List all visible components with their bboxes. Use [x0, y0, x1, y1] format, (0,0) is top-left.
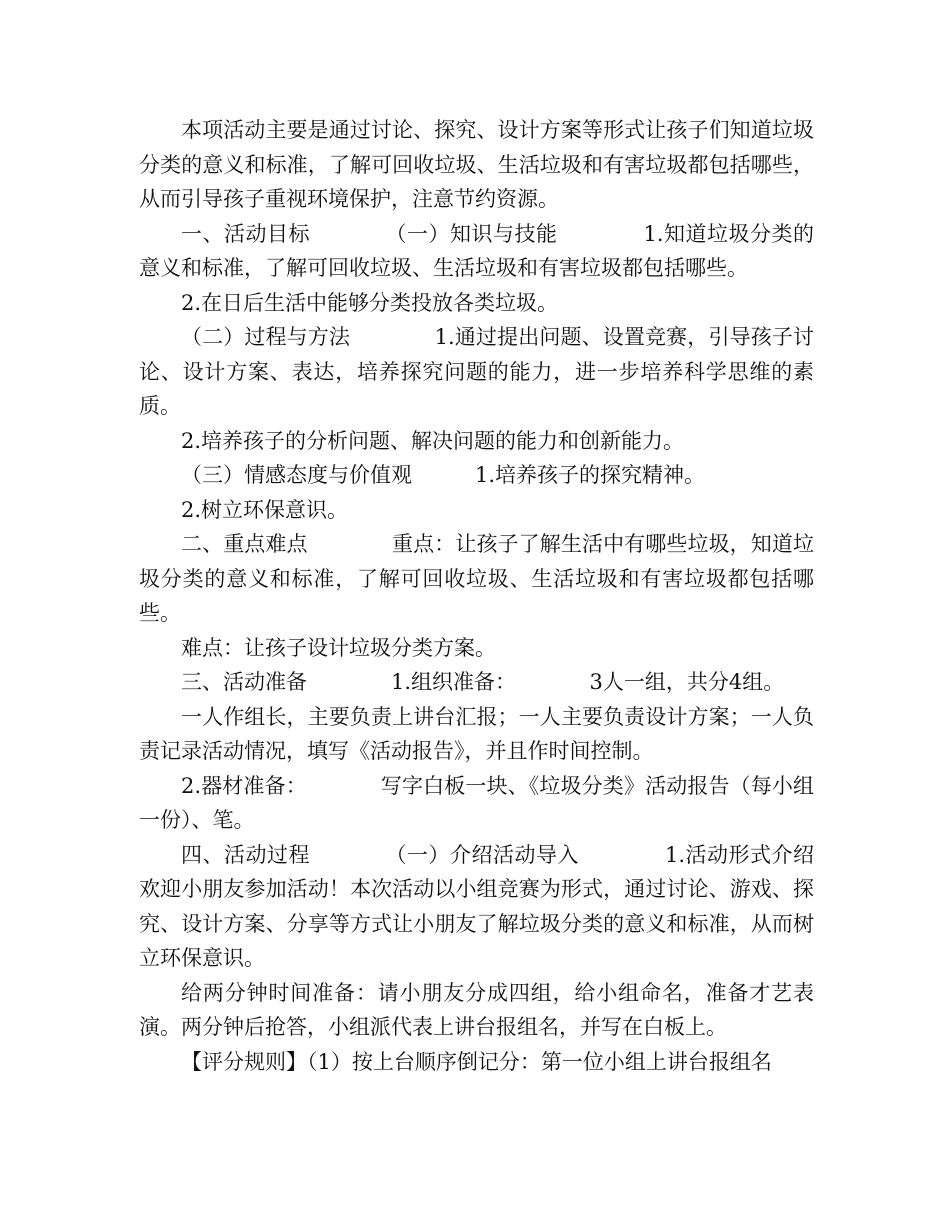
paragraph-process-method: （二）过程与方法 1.通过提出问题、设置竞赛，引导孩子讨论、设计方案、表达，培养探究问题的能力，进一步培养科学思维的素质。: [139, 325, 814, 418]
paragraph-emotion-item-2: 2.树立环保意识。: [181, 497, 349, 522]
paragraph-materials: 2.器材准备： 写字白板一块、《垃圾分类》活动报告（每小组一份）、笔。: [139, 773, 814, 832]
paragraph-key-points: 二、重点难点 重点：让孩子了解生活中有哪些垃圾，知道垃圾分类的意义和标准，了解可回收垃圾、生活垃圾和有害垃圾都包括哪些。: [139, 532, 814, 625]
paragraph-scoring-rules: 【评分规则】（1）按上台顺序倒记分：第一位小组上讲台报组名: [181, 1049, 772, 1074]
paragraph-group-roles: 一人作组长，主要负责上讲台汇报；一人主要负责设计方案；一人负责记录活动情况，填写《活动报告》，并且作时间控制。: [139, 704, 814, 763]
paragraph-emotion-attitude: （三）情感态度与价值观 1.培养孩子的探究精神。: [181, 463, 706, 487]
paragraph-preparation: 三、活动准备 1.组织准备： 3人一组，共分4组。: [181, 670, 785, 694]
paragraph-process-item-2: 2.培养孩子的分析问题、解决问题的能力和创新能力。: [181, 428, 685, 453]
document-body: [139, 113, 814, 1079]
paragraph-intro: 本项活动主要是通过讨论、探究、设计方案等形式让孩子们知道垃圾分类的意义和标准，了解可回收垃圾、生活垃圾和有害垃圾都包括哪些，从而引导孩子重视环境保护，注意节约资源。: [139, 118, 814, 211]
paragraph-goal-item-2: 2.在日后生活中能够分类投放各类垃圾。: [181, 290, 559, 315]
paragraph-difficulty: 难点：让孩子设计垃圾分类方案。: [181, 635, 496, 660]
paragraph-activity-process: 四、活动过程 （一）介绍活动导入 1.活动形式介绍欢迎小朋友参加活动！本次活动以小组竞赛为形式，通过讨论、游戏、探究、设计方案、分享等方式让小朋友了解垃圾分类的意义和标准，从而树立环保意识。: [139, 842, 814, 970]
paragraph-activity-goals: 一、活动目标 （一）知识与技能 1.知道垃圾分类的意义和标准，了解可回收垃圾、生活垃圾和有害垃圾都包括哪些。: [139, 221, 814, 280]
paragraph-preparation-time: 给两分钟时间准备：请小朋友分成四组，给小组命名，准备才艺表演。两分钟后抢答，小组派代表上讲台报组名，并写在白板上。: [139, 980, 814, 1039]
